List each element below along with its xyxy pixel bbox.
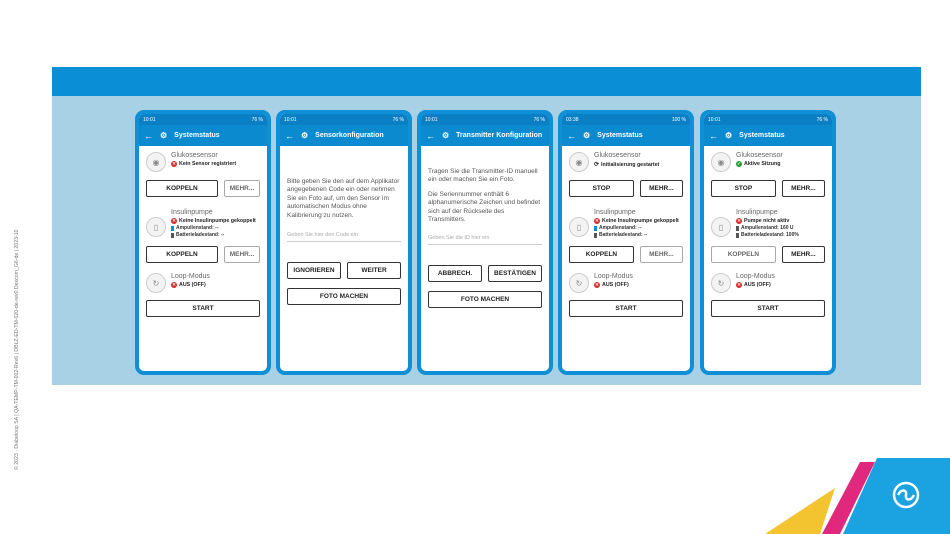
- pair-pump-button[interactable]: KOPPELN: [711, 246, 776, 263]
- pump-icon: ▯: [569, 217, 589, 237]
- loop-title: Loop-Modus: [171, 273, 210, 280]
- pump-status: Pumpe nicht aktiv: [744, 218, 790, 224]
- battery-level: 76 %: [392, 116, 404, 123]
- back-arrow-icon[interactable]: ←: [709, 130, 718, 141]
- loop-icon: ↻: [711, 273, 731, 293]
- sensor-icon: ◉: [711, 152, 731, 172]
- pump-more-button[interactable]: MEHR...: [782, 246, 825, 263]
- glucose-title: Glukosesensor: [171, 152, 218, 159]
- pump-title: Insulinpumpe: [736, 209, 778, 216]
- loop-status: AUS (OFF): [179, 282, 206, 288]
- loop-status: AUS (OFF): [744, 282, 771, 288]
- glucose-status: Kein Sensor registriert: [179, 161, 237, 167]
- glucose-status: Aktive Sitzung: [744, 161, 781, 167]
- error-icon: ✕: [595, 218, 599, 223]
- screen-title: Sensorkonfiguration: [315, 132, 384, 139]
- gear-icon: ⚙: [160, 131, 168, 140]
- start-button[interactable]: START: [146, 300, 260, 317]
- diabeloop-logo-icon: [889, 478, 923, 512]
- reservoir-level: Ampullenstand: --: [599, 225, 642, 231]
- pump-battery: Batterieladestand: --: [176, 232, 225, 238]
- screen-title: Systemstatus: [739, 132, 785, 139]
- clock: 10:01: [425, 116, 438, 123]
- check-icon: ✓: [737, 161, 741, 166]
- take-photo-button[interactable]: FOTO MACHEN: [428, 291, 542, 308]
- stop-button[interactable]: STOP: [711, 180, 776, 197]
- start-button[interactable]: START: [711, 300, 825, 317]
- error-icon: ✕: [172, 161, 176, 166]
- pump-icon: ▯: [146, 217, 166, 237]
- confirm-button[interactable]: BESTÄTIGEN: [488, 265, 542, 282]
- error-icon: ✕: [172, 282, 176, 287]
- clock: 10:01: [143, 116, 156, 123]
- screen-title: Systemstatus: [597, 132, 643, 139]
- error-icon: ✕: [737, 282, 741, 287]
- sync-icon: ⟳: [594, 162, 600, 168]
- screen-title: Transmitter Konfiguration: [456, 132, 543, 139]
- glucose-title: Glukosesensor: [594, 152, 641, 159]
- back-arrow-icon[interactable]: ←: [144, 130, 153, 141]
- gear-icon: ⚙: [442, 131, 450, 140]
- clock: 10:01: [708, 116, 721, 123]
- loop-icon: ↻: [569, 273, 589, 293]
- reservoir-level: Ampullenstand: --: [176, 225, 219, 231]
- next-button[interactable]: WEITER: [347, 262, 401, 279]
- pump-title: Insulinpumpe: [171, 209, 213, 216]
- error-icon: ✕: [172, 218, 176, 223]
- back-arrow-icon[interactable]: ←: [426, 130, 435, 141]
- pump-status: Keine Insulinpumpe gekoppelt: [602, 218, 679, 224]
- clock: 03:38: [566, 116, 579, 123]
- gear-icon: ⚙: [583, 131, 591, 140]
- loop-title: Loop-Modus: [594, 273, 633, 280]
- sensor-icon: ◉: [146, 152, 166, 172]
- sensor-icon: ◉: [569, 152, 589, 172]
- sensor-more-button[interactable]: MEHR...: [224, 180, 260, 197]
- gear-icon: ⚙: [301, 131, 309, 140]
- error-icon: ✕: [595, 282, 599, 287]
- loop-status: AUS (OFF): [602, 282, 629, 288]
- yellow-stripe: [765, 488, 835, 534]
- pump-status: Keine Insulinpumpe gekoppelt: [179, 218, 256, 224]
- ignore-button[interactable]: IGNORIEREN: [287, 262, 341, 279]
- error-icon: ✕: [737, 218, 741, 223]
- transmitter-id-input[interactable]: Geben Sie die ID hier ein: [428, 235, 542, 245]
- glucose-title: Glukosesensor: [736, 152, 783, 159]
- glucose-status: Initialisierung gestartet: [601, 161, 660, 168]
- stop-button[interactable]: STOP: [569, 180, 634, 197]
- clock: 10:01: [284, 116, 297, 123]
- loop-icon: ↻: [146, 273, 166, 293]
- pair-sensor-button[interactable]: KOPPELN: [146, 180, 218, 197]
- battery-level: 76 %: [251, 116, 263, 123]
- reservoir-level: Ampullenstand: 160 U: [741, 225, 794, 231]
- battery-level: 76 %: [816, 116, 828, 123]
- pump-title: Insulinpumpe: [594, 209, 636, 216]
- cancel-button[interactable]: ABBRECH.: [428, 265, 482, 282]
- pump-battery: Batterieladestand: --: [599, 232, 648, 238]
- code-input[interactable]: Geben Sie hier den Code ein: [287, 232, 401, 242]
- back-arrow-icon[interactable]: ←: [567, 130, 576, 141]
- pump-icon: ▯: [711, 217, 731, 237]
- battery-level: 76 %: [533, 116, 545, 123]
- pair-pump-button[interactable]: KOPPELN: [569, 246, 634, 263]
- battery-level: 100 %: [671, 116, 686, 123]
- sensor-more-button[interactable]: MEHR...: [640, 180, 683, 197]
- pump-battery: Batterieladestand: 100%: [741, 232, 799, 238]
- pump-more-button[interactable]: MEHR...: [224, 246, 260, 263]
- sensor-more-button[interactable]: MEHR...: [782, 180, 825, 197]
- gear-icon: ⚙: [725, 131, 733, 140]
- back-arrow-icon[interactable]: ←: [285, 130, 294, 141]
- pair-pump-button[interactable]: KOPPELN: [146, 246, 218, 263]
- pump-more-button[interactable]: MEHR...: [640, 246, 683, 263]
- instruction-text: Tragen Sie die Transmitter-ID manuell ein oder machen Sie ein Foto.: [428, 168, 538, 184]
- start-button[interactable]: START: [569, 300, 683, 317]
- serial-info-text: Die Seriennummer enthält 6 alphanumerische Zeichen und befindet sich auf der Rückseite des Transmitters.: [428, 190, 541, 224]
- instruction-text: Bitte geben Sie den auf dem Applikator angegebenen Code ein oder nehmen Sie ein Foto auf, um den Sensor im automatischen Modus ohne Kalibrierung zu nutzen.: [287, 178, 400, 219]
- loop-title: Loop-Modus: [736, 273, 775, 280]
- screen-title: Systemstatus: [174, 132, 220, 139]
- take-photo-button[interactable]: FOTO MACHEN: [287, 288, 401, 305]
- copyright-note: © 2023 · Diabeloop SA | QA-TEMP-TM-002-Rev6 | DBLZ-ED-TM-020-de-rev0 Dexcom_G6-de | 2023-10: [14, 229, 20, 470]
